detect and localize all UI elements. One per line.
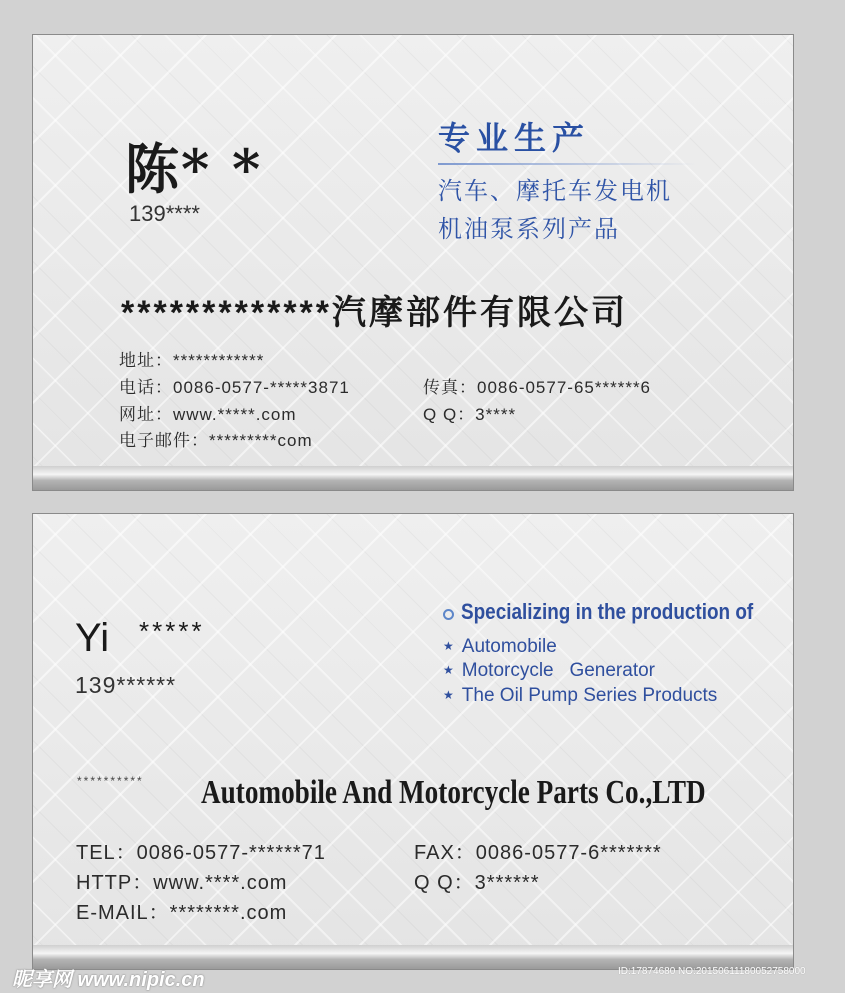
slogan-title: 专业生产 [438, 120, 591, 156]
fax-text-en: FAX：0086-0577-6******* [414, 842, 662, 864]
contact-surname-masked: ***** [139, 616, 205, 646]
phone-text: 电话：0086-0577-*****3871 [119, 378, 350, 397]
company-name-en: Automobile And Motorcycle Parts Co.,LTD [201, 774, 706, 811]
email-text: 电子邮件：*********com [119, 431, 313, 450]
business-card-front [32, 34, 794, 491]
circle-bullet-icon [443, 609, 454, 620]
card-footer-bar [33, 466, 793, 490]
tel-text: TEL：0086-0577-******71 [76, 842, 326, 864]
slogan-title-en: Specializing in the production of [461, 599, 754, 624]
product-item: ★ Motorcycle Generator [443, 660, 656, 681]
slogan-line-2: 机油泵系列产品 [438, 216, 620, 243]
slogan-divider [438, 163, 696, 165]
watermark-brand: 昵享网 www.nipic.cn [12, 969, 205, 991]
http-text: HTTP：www.****.com [76, 872, 288, 894]
business-card-back [32, 513, 794, 970]
company-name: *************汽摩部件有限公司 [121, 294, 629, 332]
website-text: 网址：www.*****.com [119, 405, 297, 424]
qq-text-en: Q Q：3****** [414, 872, 540, 894]
star-icon: ★ [443, 688, 454, 702]
fax-text: 传真：0086-0577-65******6 [423, 378, 652, 397]
watermark-id: ID:17874680 NO:20150611180052758000 [618, 966, 806, 977]
company-prefix-masked: ********** [77, 774, 144, 788]
mobile-number-en: 139****** [75, 672, 177, 698]
email-text-en: E-MAIL：********.com [76, 902, 288, 924]
star-icon: ★ [443, 639, 454, 653]
qq-text: Q Q：3**** [423, 405, 517, 424]
product-item: ★ Automobile [443, 636, 557, 657]
address-text: 地址：************ [119, 351, 265, 370]
mobile-number: 139**** [129, 201, 200, 226]
slogan-line-1: 汽车、摩托车发电机 [438, 178, 672, 205]
star-icon: ★ [443, 663, 454, 677]
contact-name-en: Yi [75, 616, 110, 660]
product-item: ★ The Oil Pump Series Products [443, 685, 718, 706]
contact-name: 陈* * [125, 137, 263, 201]
